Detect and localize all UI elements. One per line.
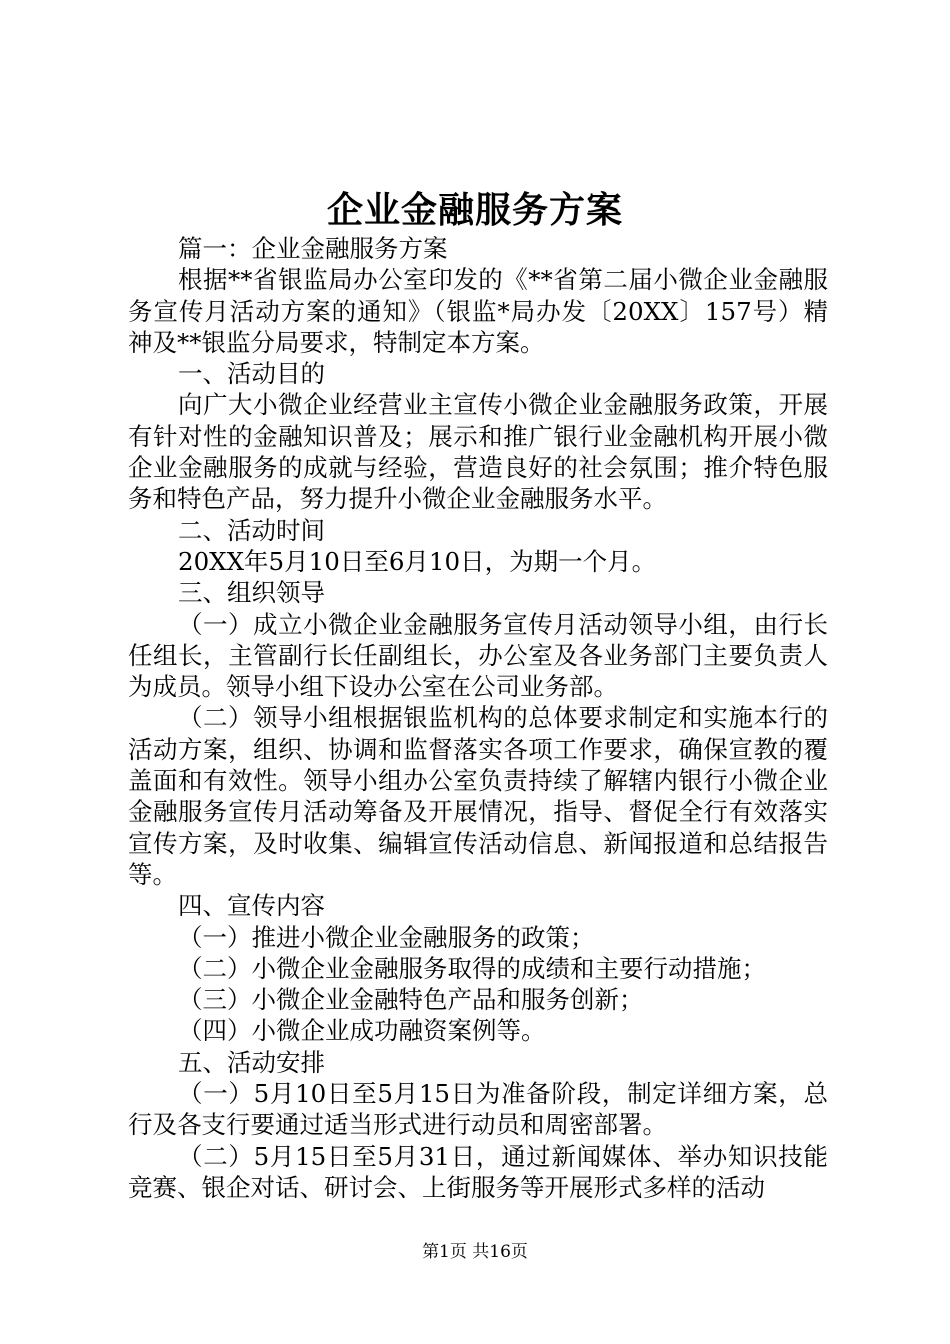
paragraph-arrangement-1: （一）5月10日至5月15日为准备阶段，制定详细方案，总行及各支行要通过适当形式进行动员和周密部署。 bbox=[128, 1079, 828, 1140]
page-number-footer: 第1页 共16页 bbox=[422, 1242, 528, 1262]
paragraph-organization-2: （二）领导小组根据银监机构的总体要求制定和实施本行的活动方案，组织、协调和监督落实各项工作要求，确保宣教的覆盖面和有效性。领导小组办公室负责持续了解辖内银行小微企业金融服务宣传月活动筹备及开展情况，指导、督促全行有效落实宣传方案，及时收集、编辑宣传活动信息、新闻报道和总结报告等。 bbox=[128, 703, 828, 889]
paragraph-activity-time: 20XX年5月10日至6月10日，为期一个月。 bbox=[178, 546, 657, 576]
heading-activity-purpose: 一、活动目的 bbox=[178, 359, 325, 389]
heading-activity-arrangement: 五、活动安排 bbox=[178, 1047, 325, 1077]
paragraph-activity-purpose: 向广大小微企业经营业主宣传小微企业金融服务政策，开展有针对性的金融知识普及；展示和推广银行业金融机构开展小微企业金融服务的成就与经验，营造良好的社会氛围；推介特色服务和特色产品，努力提升小微企业金融服务水平。 bbox=[128, 390, 828, 514]
paragraph-arrangement-2: （二）5月15日至5月31日，通过新闻媒体、举办知识技能竞赛、银企对话、研讨会、上街服务等开展形式多样的活动 bbox=[128, 1141, 828, 1202]
heading-publicity-content: 四、宣传内容 bbox=[178, 891, 325, 921]
list-item-content-4: （四）小微企业成功融资案例等。 bbox=[178, 1016, 546, 1046]
heading-organization: 三、组织领导 bbox=[178, 578, 325, 608]
heading-activity-time: 二、活动时间 bbox=[178, 515, 325, 545]
paragraph-intro: 根据**省银监局办公室印发的《**省第二届小微企业金融服务宣传月活动方案的通知》（银监*局办发〔20XX〕157号）精神及**银监分局要求，特制定本方案。 bbox=[128, 265, 828, 357]
paragraph-section-heading: 篇一：企业金融服务方案 bbox=[178, 234, 448, 263]
list-item-content-3: （三）小微企业金融特色产品和服务创新； bbox=[178, 985, 644, 1015]
list-item-content-2: （二）小微企业金融服务取得的成绩和主要行动措施； bbox=[178, 953, 766, 983]
document-body bbox=[128, 233, 828, 1203]
list-item-content-1: （一）推进小微企业金融服务的政策； bbox=[178, 922, 595, 952]
paragraph-organization-1: （一）成立小微企业金融服务宣传月活动领导小组，由行长任组长，主管副行长任副组长，办公室及各业务部门主要负责人为成员。领导小组下设办公室在公司业务部。 bbox=[128, 609, 828, 702]
document-title: 企业金融服务方案 bbox=[326, 189, 623, 231]
